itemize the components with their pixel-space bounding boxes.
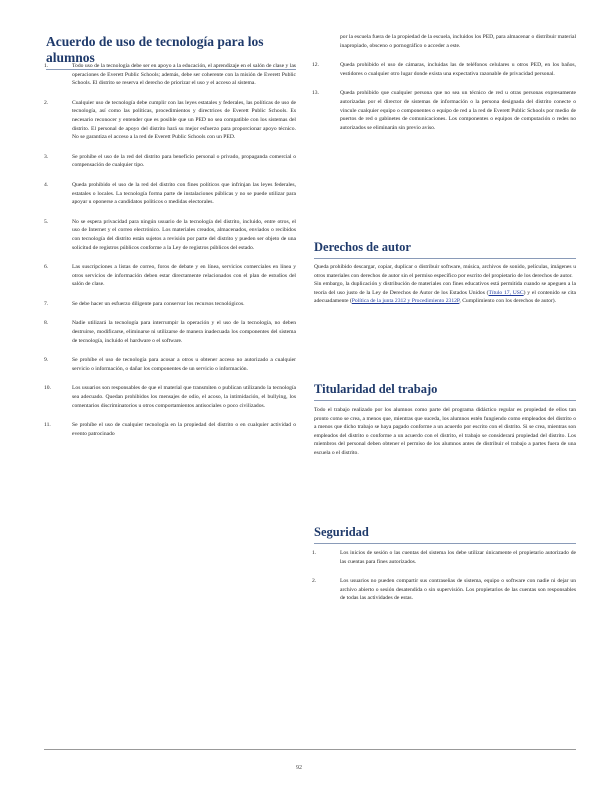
titularidad-paragraph: Todo el trabajo realizado por los alumnos como parte del programa didáctico regular es propiedad de ellos tan pronto como se crea, a menos que, mientras que suceda, los alumnos estén fungiendo como empleados del distrito o a menos que dicho trabajo se haya pagado conforme a un acuerdo por escrito con el distrito. Si se crea, mientras son empleados del distrito o conforme a un acuerdo con el distrito, el trabajo se considerará propiedad del distrito. Los miembros del personal deben obtener el permiso de los alumnos antes de distribuir el trabajo a partes fuera de una escuela o el distrito. [314, 407, 576, 456]
list-text: Nadie utilizará la tecnología para interrumpir la operación y el uso de la tecnología, no deben destruirse, modificarse, eliminarse ni utilizarse de manera inadecuada los componentes del sistema de tecnología, incluido el hardware o el software. [72, 320, 296, 344]
acuerdo-item-1 [44, 62, 296, 88]
list-number: 9. [44, 357, 49, 364]
list-text: por la escuela fuera de la propiedad de la escuela, incluidos los PED, para almacenar o distribuir material inapropiado, obsceno o pornográfico o acceder a este. [340, 34, 576, 49]
list-number: 10. [44, 385, 51, 392]
list-number: 3. [44, 153, 49, 160]
acuerdo-item-5 [44, 218, 296, 252]
list-text: Se debe hacer un esfuerzo diligente para conservar los recursos tecnológicos. [72, 300, 245, 307]
acuerdo-item-6 [44, 263, 296, 289]
usc-link[interactable]: Título 17, USC [488, 289, 524, 296]
list-text: Se prohíbe el uso de cualquier tecnología en la propiedad del distrito o en cualquier actividad o evento patrocinado [72, 422, 296, 437]
list-text: Queda prohibido que cualquier persona que no sea un técnico de red u otras personas expresamente autorizadas por el director de sistemas de información o la persona designada del distrito conecte o vincule cualquier equipo o componentes o equipo de red a la red de Everett Public Schools por medio de puertos de red o gabinetes de comunicaciones. Los componentes o equipos de computación o redes no autorizados se eliminarán sin previo aviso. [340, 90, 576, 131]
list-number: 2. [44, 99, 49, 106]
list-text: Los usuarios son responsables de que el material que transmiten o publican utilizando la tecnología sea adecuado. Quedan prohibidos los mensajes de odio, el acoso, la intimidación, el bullying, los comentarios discriminatorios u otros comportamientos antisociales o poco civilizados. [72, 385, 296, 409]
derechos-section [314, 263, 576, 306]
derechos-title: Derechos de autor [314, 240, 576, 259]
list-text: Queda prohibido el uso de la red del distrito con fines políticos que infrinjan las leyes federales, estatales o locales. La tecnología forma parte de instalaciones públicas y no se puede utilizar para apoyar u oponerse a candidatos políticos o medidas electorales. [72, 181, 296, 206]
derechos-paragraph-2 [314, 280, 576, 306]
list-text: Se prohíbe el uso de tecnología para acosar a otros u obtener acceso no autorizado a cualquier servicio o información, o dañar los componentes de un servicio o información. [72, 357, 296, 372]
list-text: Cualquier uso de tecnología debe cumplir con las leyes estatales y federales, las políticas de uso de tecnología, así como las políticas, procedimientos y directrices de Everett Public Schools. Es necesario reconocer y entender que es posible que un PED no sea compatible con los sistemas del distrito. El personal de apoyo del distrito hará su mejor esfuerzo para proporcionar apoyo técnico. No se garantiza el acceso a la red de Everett Public Schools con un PED. [72, 99, 296, 141]
page-number: 92 [296, 765, 302, 771]
list-text: No se espera privacidad para ningún usuario de la tecnología del distrito, incluido, entre otros, el uso de Internet y el correo electrónico. Los materiales creados, almacenados, enviados o recibidos con tecnología del distrito están sujetos a revisión por parte del distrito y pueden ser objeto de una solicitud de registros públicos conforme a la Ley de registros públicos del estado. [72, 218, 296, 251]
derechos-paragraph-1: Queda prohibido descargar, copiar, duplicar o distribuir software, música, archivos de sonido, películas, imágenes u otros materiales con derechos de autor sin el permiso específico por escrito del propietario de los derechos de autor. [314, 264, 576, 279]
acuerdo-item-13 [312, 89, 576, 132]
titularidad-title: Titularidad del trabajo [314, 382, 576, 401]
list-text: Las suscripciones a listas de correo, foros de debate y en línea, servicios comerciales en línea y otros servicios de información deben estar directamente relacionados con el plan de estudios del salón de clase. [72, 264, 296, 288]
acuerdo-item-7 [44, 300, 296, 309]
list-number: 13. [312, 90, 319, 97]
list-text: Los usuarios no pueden compartir sus contraseñas de sistema, equipo o software con nadie ni dejar un archivo abierto o sesión desatendida o sin supervisión. Los propietarios de las cuentas son responsables de todas las actividades de estas. [340, 578, 576, 602]
list-number: 6. [44, 264, 49, 271]
titularidad-section [314, 406, 576, 458]
list-text: Queda prohibido el uso de cámaras, incluidas las de teléfonos celulares u otros PED, en los baños, vestidores o cualquier otro lugar donde exista una expectativa razonable de privacidad personal. [340, 62, 576, 77]
acuerdo-item-11-continued [312, 33, 576, 50]
list-number: 12. [312, 62, 319, 69]
acuerdo-list [44, 62, 296, 438]
acuerdo-item-9 [44, 356, 296, 373]
acuerdo-item-3 [44, 153, 296, 170]
acuerdo-title: Acuerdo de uso de tecnología para los alumnos [46, 34, 296, 70]
list-text: Se prohíbe el uso de la red del distrito para beneficio personal o privado, propaganda comercial o compensación de cualquier tipo. [72, 153, 296, 169]
list-text: Los inicios de sesión o las cuentas del sistema los debe utilizar únicamente el propietario autorizado de las cuentas para fines autorizados. [340, 550, 576, 565]
acuerdo-item-2 [44, 99, 296, 142]
derechos-text-c: , Cumplimiento con los derechos de autor). [459, 298, 557, 305]
seguridad-item-2 [312, 577, 576, 603]
derechos-text-b: ) y el contenido se cita adecuadamente ( [314, 289, 577, 305]
acuerdo-item-12 [312, 61, 576, 78]
footer-divider [44, 749, 576, 750]
seguridad-title: Seguridad [314, 525, 576, 544]
list-number: 1. [44, 63, 49, 69]
list-number: 2. [312, 578, 317, 585]
list-number: 4. [44, 181, 49, 188]
seguridad-list [312, 549, 576, 603]
acuerdo-item-10 [44, 384, 296, 410]
acuerdo-item-4 [44, 181, 296, 207]
list-number: 8. [44, 320, 49, 327]
seguridad-item-1 [312, 549, 576, 566]
derechos-text-a: Sin embargo, la duplicación y distribución de materiales con fines educativos está permitida cuando se apeguen a la teoría del uso justo de la Ley de Derechos de Autor de los Estados Unidos ( [314, 281, 576, 296]
acuerdo-list-continued [312, 33, 576, 132]
policy-link[interactable]: Política de la junta 2312 y Procedimiento 2312P [351, 298, 460, 305]
list-text: Todo uso de la tecnología debe ser en apoyo a la educación, el aprendizaje en el salón de clase y las operaciones de Everett Public Schools; además, debe ser coherente con la misión de Everett Public Schools. El distrito se reserva el derecho de priorizar el uso y el acceso al sistema. [72, 63, 296, 87]
acuerdo-item-8 [44, 319, 296, 345]
list-number: 11. [44, 422, 51, 429]
list-number: 5. [44, 218, 49, 225]
list-number: 7. [44, 300, 49, 307]
acuerdo-item-11 [44, 421, 296, 438]
list-number: 1. [312, 550, 317, 556]
